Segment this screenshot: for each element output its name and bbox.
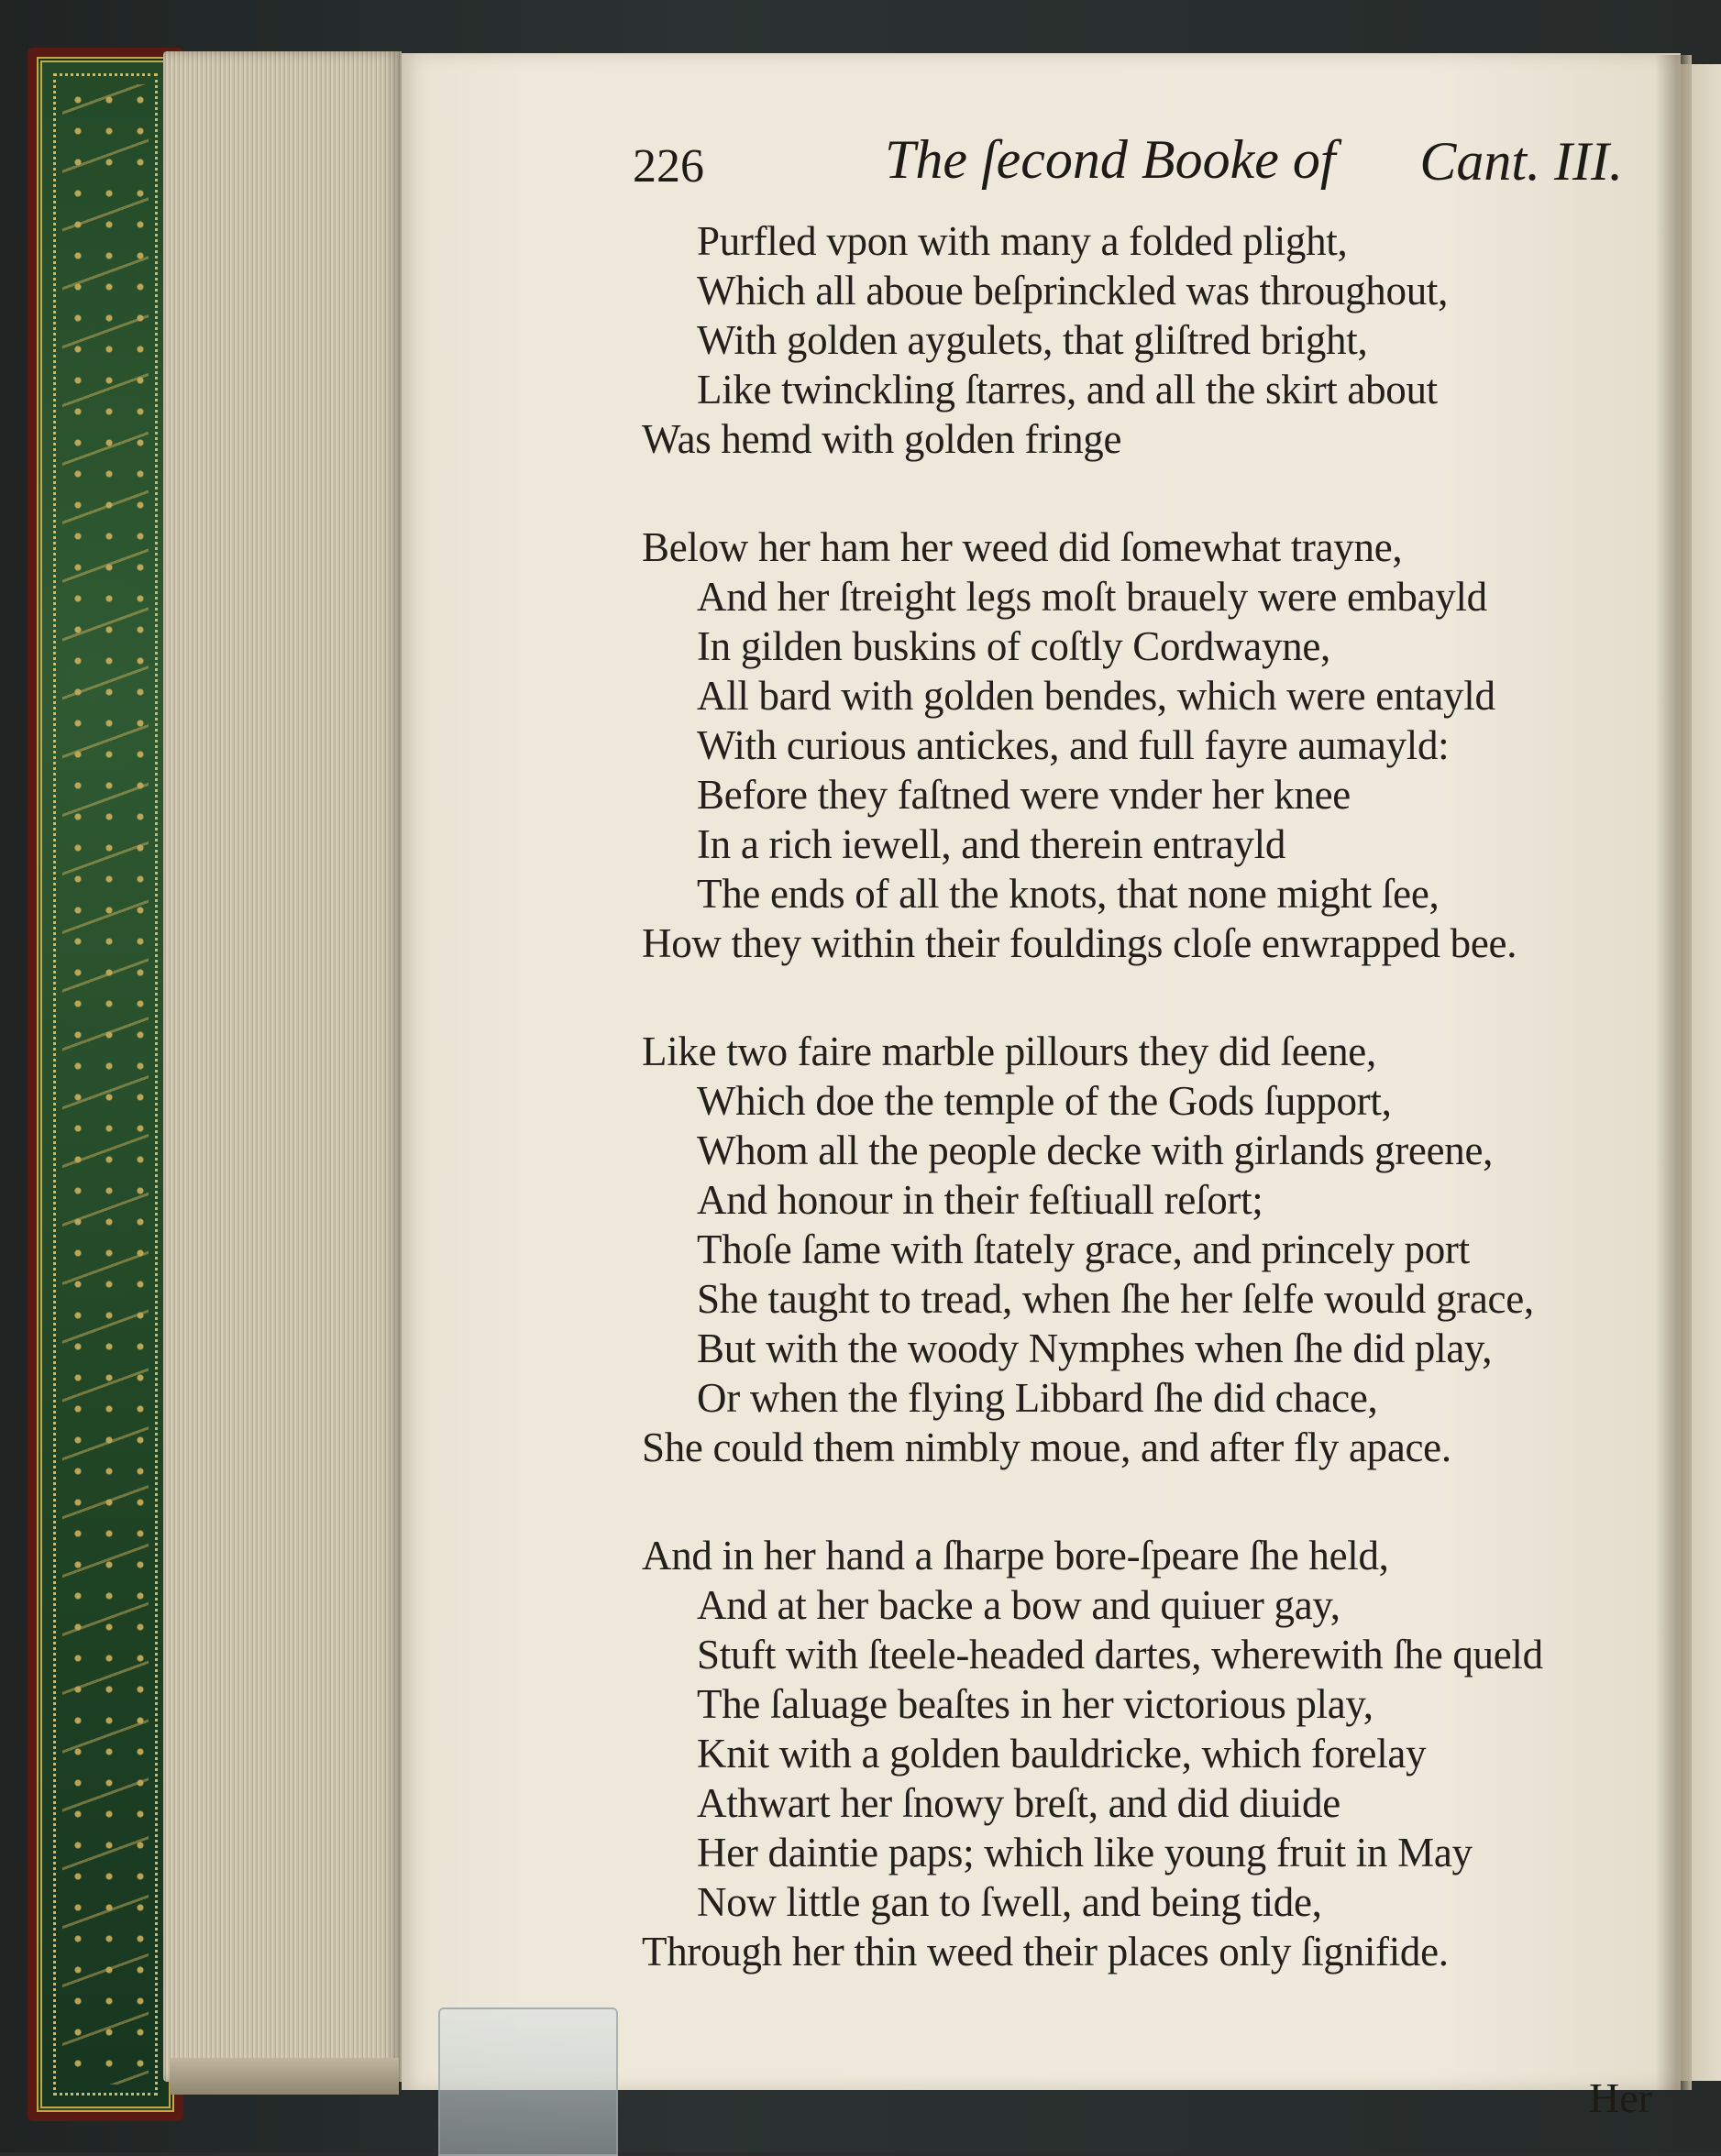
- canto-label: Cant. III.: [1419, 131, 1623, 192]
- verse-line: The ſaluage beaſtes in her victorious play,: [697, 1681, 1373, 1727]
- verse-line: Which doe the temple of the Gods ſupport,: [697, 1078, 1392, 1124]
- verse-line: In gilden buskins of coſtly Cordwayne,: [697, 623, 1331, 669]
- verse-line: Now little gan to ſwell, and being tide,: [697, 1879, 1322, 1925]
- page-edges: [163, 51, 402, 2082]
- verse-line: Below her ham her weed did ſomewhat trayne,: [642, 524, 1403, 570]
- verse-line: Like two faire marble pillours they did ſeene,: [642, 1028, 1376, 1074]
- verse-line: In a rich iewell, and therein entrayld: [697, 821, 1286, 867]
- stanza: [642, 1531, 1678, 1976]
- verse-line: Like twinckling ſtarres, and all the skirt about: [697, 367, 1438, 412]
- verse-line: Athwart her ſnowy breſt, and did diuide: [697, 1780, 1340, 1826]
- verse-line: She could them nimbly moue, and after fly apace.: [642, 1424, 1451, 1470]
- verse-line: But with the woody Nymphes when ſhe did play,: [697, 1326, 1493, 1371]
- verse-line: Which all aboue beſprinckled was throughout,: [697, 268, 1449, 314]
- verse-line: She taught to tread, when ſhe her ſelfe would grace,: [697, 1276, 1534, 1322]
- verse-line: And honour in their feſtiuall reſort;: [697, 1177, 1263, 1223]
- verse-line: And in her hand a ſharpe bore-ſpeare ſhe held,: [642, 1533, 1389, 1578]
- verse-line: Or when the flying Libbard ſhe did chace,: [697, 1375, 1378, 1421]
- verse-line: Whom all the people decke with girlands greene,: [697, 1128, 1494, 1173]
- cover-leather-panel: [37, 57, 174, 2112]
- verse-line: With golden aygulets, that gliſtred bright,: [697, 317, 1368, 363]
- verse-line: And at her backe a bow and quiuer gay,: [697, 1582, 1340, 1628]
- catchword: Her: [1589, 2074, 1652, 2121]
- verse-line: Was hemd with golden fringe: [642, 416, 1122, 462]
- verse-line: All bard with golden bendes, which were entayld: [697, 673, 1495, 719]
- verse-line: Knit with a golden bauldricke, which forelay: [697, 1731, 1427, 1776]
- poem-text: [642, 216, 1678, 2035]
- verse-line: Purfled vpon with many a folded plight,: [697, 218, 1348, 264]
- page-edges-bottom: [170, 2058, 399, 2095]
- verse-line: Through her thin weed their places only ſignifide.: [642, 1929, 1449, 1974]
- verse-line: Stuft with ſteele-headed dartes, wherewith ſhe queld: [697, 1632, 1543, 1678]
- running-title: The ſecond Booke of: [885, 129, 1336, 190]
- verse-line: How they within their fouldings cloſe enwrapped bee.: [642, 920, 1517, 966]
- page-number: 226: [633, 140, 704, 192]
- gilt-ornament: [62, 84, 149, 2084]
- stanza: [642, 522, 1678, 968]
- verse-line: Thoſe ſame with ſtately grace, and princely port: [697, 1226, 1470, 1272]
- verse-line: And her ſtreight legs moſt brauely were embayld: [697, 574, 1487, 620]
- stanza: [642, 1027, 1678, 1472]
- stanza: [642, 216, 1678, 464]
- verse-line: With curious antickes, and full fayre aumayld:: [697, 722, 1450, 768]
- verse-line: Before they faſtned were vnder her knee: [697, 772, 1351, 818]
- running-header: [633, 128, 1623, 192]
- page-holder-clip: [438, 2008, 618, 2156]
- verse-line: Her daintie paps; which like young fruit in May: [697, 1830, 1473, 1876]
- book-cover: [28, 48, 183, 2121]
- verse-line: The ends of all the knots, that none might ſee,: [697, 871, 1440, 917]
